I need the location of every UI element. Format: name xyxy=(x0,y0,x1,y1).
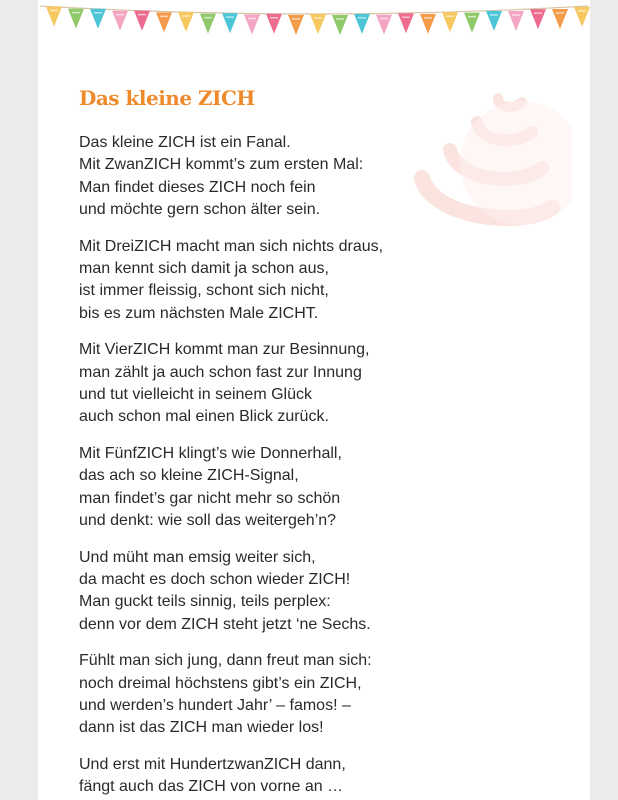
bunting-flag xyxy=(244,14,260,34)
poem-line: Das kleine ZICH ist ein Fanal. xyxy=(79,134,291,151)
bunting-flag xyxy=(332,15,348,35)
poem-line: bis es zum nächsten Male ZICHT. xyxy=(79,304,319,322)
poem-title: Das kleine ZICH xyxy=(79,86,255,110)
poem-line: Und erst mit HundertzwanZICH dann, xyxy=(79,756,346,774)
bunting-flag xyxy=(178,12,194,32)
party-bunting-icon xyxy=(38,0,590,48)
bunting-flag xyxy=(420,14,436,34)
poem-stanza xyxy=(79,754,383,799)
poem-line: man kennt sich damit ja schon aus, xyxy=(79,259,329,277)
poem-line: Mit DreiZICH macht man sich nichts draus, xyxy=(79,237,384,255)
poem-stanza xyxy=(79,236,383,325)
bunting-flag xyxy=(90,9,106,29)
bunting-flag xyxy=(112,11,128,31)
bunting-flag xyxy=(398,13,414,33)
bunting-flag xyxy=(156,12,172,32)
bunting-flag xyxy=(134,11,150,31)
poem-line: das ach so kleine ZICH-Signal, xyxy=(79,467,299,485)
bunting-flag xyxy=(442,12,458,32)
poem-body xyxy=(79,132,383,800)
bunting-flag xyxy=(68,9,84,29)
cake-watermark-icon xyxy=(402,68,572,228)
poem-line: da macht es doch schon wieder ZICH! xyxy=(79,571,351,589)
poem-line: denn vor dem ZICH steht jetzt ‘ne Sechs. xyxy=(79,615,371,633)
poem-line: dann ist das ZICH man wieder los! xyxy=(79,719,324,737)
poem-stanza xyxy=(79,650,383,739)
poem-line: und tut vielleicht in seinem Glück xyxy=(79,385,312,403)
bunting-flag xyxy=(222,13,238,33)
poem-line: und denkt: wie soll das weitergeh’n? xyxy=(79,511,337,529)
poem-line: und werden’s hundert Jahr’ – famos! – xyxy=(79,697,351,715)
bunting-flag xyxy=(310,14,326,34)
bunting-flag xyxy=(376,15,392,35)
bunting-flag xyxy=(200,14,216,34)
poem-stanza xyxy=(79,339,383,428)
bunting-flag xyxy=(288,15,304,35)
bunting-flag xyxy=(508,11,524,31)
poem-page xyxy=(38,0,590,800)
bunting-flag xyxy=(354,14,370,34)
poem-line: Mit FünfZICH klingt’s wie Donnerhall, xyxy=(79,445,342,463)
poem-line: noch dreimal höchstens gibt’s ein ZICH, xyxy=(79,674,362,692)
bunting-flag xyxy=(46,6,62,26)
poem-line: auch schon mal einen Blick zurück. xyxy=(79,408,329,426)
poem-line: Man guckt teils sinnig, teils perplex: xyxy=(79,593,331,611)
poem-stanza xyxy=(79,132,383,221)
bunting-flag xyxy=(266,14,282,34)
poem-line: Und müht man emsig weiter sich, xyxy=(79,548,316,566)
poem-line: und möchte gern schon älter sein. xyxy=(79,200,321,218)
poem-stanza xyxy=(79,547,383,636)
bunting-flag xyxy=(464,13,480,33)
poem-line: fängt auch das ZICH von vorne an … xyxy=(79,778,344,796)
poem-line: Fühlt man sich jung, dann freut man sich: xyxy=(79,652,372,670)
poem-line: Mit VierZICH kommt man zur Besinnung, xyxy=(79,341,370,359)
poem-line: man findet’s gar nicht mehr so schön xyxy=(79,489,341,507)
poem-line: Man findet dieses ZICH noch fein xyxy=(79,178,316,196)
bunting-flag xyxy=(552,9,568,29)
bunting-flag xyxy=(574,7,590,27)
bunting-flag xyxy=(486,11,502,31)
poem-line: Mit ZwanZICH kommt’s zum ersten Mal: xyxy=(79,156,364,174)
poem-line: man zählt ja auch schon fast zur Innung xyxy=(79,363,362,381)
poem-line: ist immer fleissig, schont sich nicht, xyxy=(79,282,329,300)
poem-stanza xyxy=(79,443,383,532)
bunting-flag xyxy=(530,9,546,29)
